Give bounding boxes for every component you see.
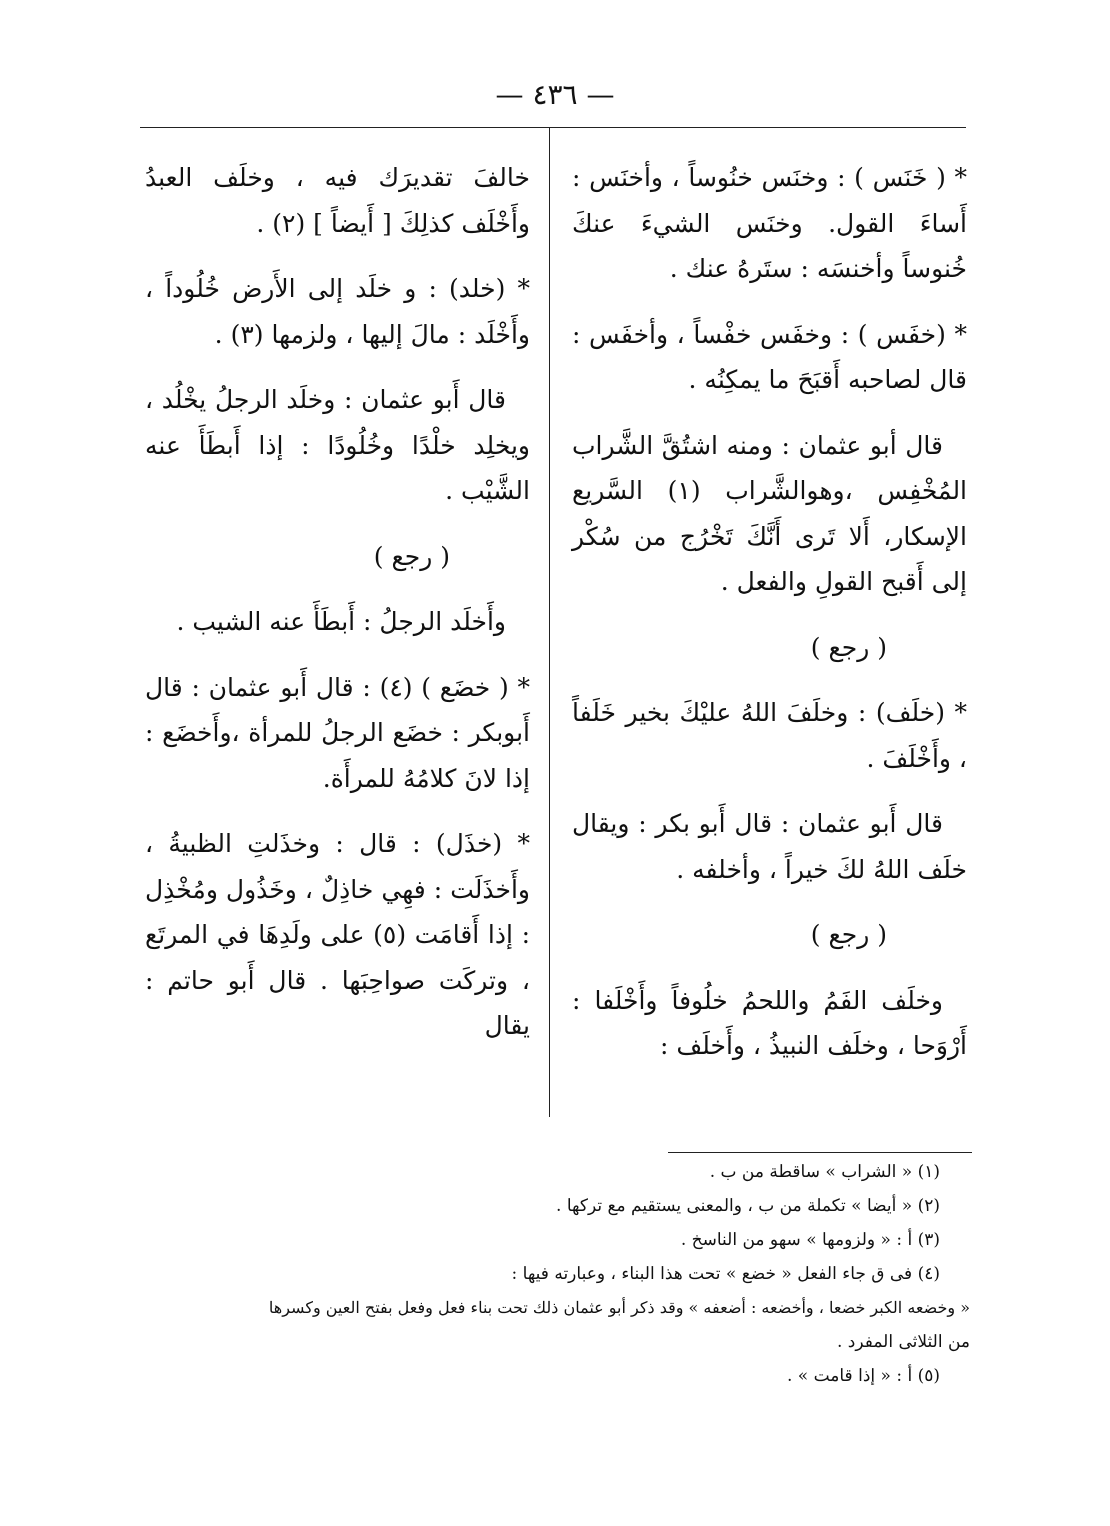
header-rule [140, 127, 966, 128]
footnote: (٣) أ : « ولزومها » سهو من الناسخ . [680, 1230, 940, 1250]
footnotes [140, 1155, 970, 1393]
paragraph: * (خذَل) : قال : وخذَلتِ الظبيةُ ، وأَخذَلَت : فهِي خاذِلٌ ، وخَذُول ومُخْذِل : إذا أَقامَت (٥) على ولَدِهَا في المرتَع ، وتركَت صواحِبَها . قال أَبو حاتم : يقال [145, 829, 531, 1040]
right-column [572, 155, 967, 1089]
paragraph: قال أَبو عثمان : وخلَد الرجلُ يخْلُد ، ويخلِد خلْدًا وخُلُودًا : إذا أَبطَأَ عنه الشَّيْب . [145, 385, 530, 505]
paragraph: وأَخلَد الرجلُ : أَبطَأَ عنه الشيب . [176, 607, 506, 636]
footnote: (١) « الشراب » ساقطة من ب . [709, 1162, 940, 1182]
section-heading: ( رجع ) [810, 632, 887, 662]
footnote-rule [668, 1152, 972, 1153]
section-heading: ( رجع ) [373, 541, 450, 571]
footnote: من الثلاثى المفرد . [836, 1332, 970, 1352]
paragraph: خالفَ تقديرَك فيه ، وخلَف العبدُ وأَخْلَف كذلِكَ [ أَيضاً ] (٢) . [145, 163, 530, 238]
paragraph: قال أَبو عثمان : قال أَبو بكر : ويقال خلَف اللهُ لكَ خيراً ، وأخلفه . [572, 809, 967, 884]
footnote: (٤) فى ق جاء الفعل « خضع » تحت هذا البناء ، وعبارته فيها : [511, 1264, 940, 1284]
page-number: — ٤٣٦ — [495, 78, 615, 111]
section-heading: ( رجع ) [810, 920, 887, 949]
paragraph: قال أبو عثمان : ومنه اشتُقَّ الشَّراب المُخْفِس ،وهوالشَّراب (١) السَّريع الإسكار، أَلا تَرى أَنَّكَ تَخْرُج من سُكْر إلى أَقبح القولِ والفعل . [572, 430, 968, 596]
footnote: (٥) أ : « إذا قامت » . [786, 1366, 940, 1386]
paragraph: * ( خضَع ) (٤) : قال أَبو عثمان : قال أَبوبكر : خضَع الرجلُ للمرأة ،وأَخضَع : إذا لانَ كلامُهُ للمرأَة. [145, 672, 530, 793]
footnote: « وخضعه الكبر خضعا ، وأخضعه : أضعفه » وقد ذكر أبو عثمان ذلك تحت بناء فعل وفعل بفتح العين وكسرها [268, 1298, 970, 1317]
left-column [145, 155, 530, 1069]
paragraph: * (خلد) : و خلَد إلى الأَرض خُلُوداً ، وأَخْلَد : مالَ إليها ، ولزمها (٣) . [145, 274, 530, 349]
column-divider [549, 127, 550, 1117]
footnote: (٢) « أيضا » تكملة من ب ، والمعنى يستقيم مع تركها . [556, 1196, 940, 1216]
paragraph: * (خفَس ) : وخفَس خفْساً ، وأخفَس : قال لصاحبه أَقبَحَ ما يمكِنُه . [572, 319, 967, 394]
paragraph: * ( خَنَس ) : وخنَس خنُوساً ، وأخنَس : أَساءَ القول. وخنَس الشيءَ عنكَ خُنوساً وأخنسَه : ستَرهُ عنك . [572, 163, 967, 283]
paragraph: وخلَف الفَمُ واللحمُ خلُوفاً وأَخْلَفا : أَرْوَحا ، وخلَف النبيذُ ، وأَخلَف : [572, 985, 967, 1060]
paragraph: * (خلَف) : وخلَفَ اللهُ عليْكَ بخير خَلَفاً ، وأَخْلَفَ . [572, 698, 967, 773]
